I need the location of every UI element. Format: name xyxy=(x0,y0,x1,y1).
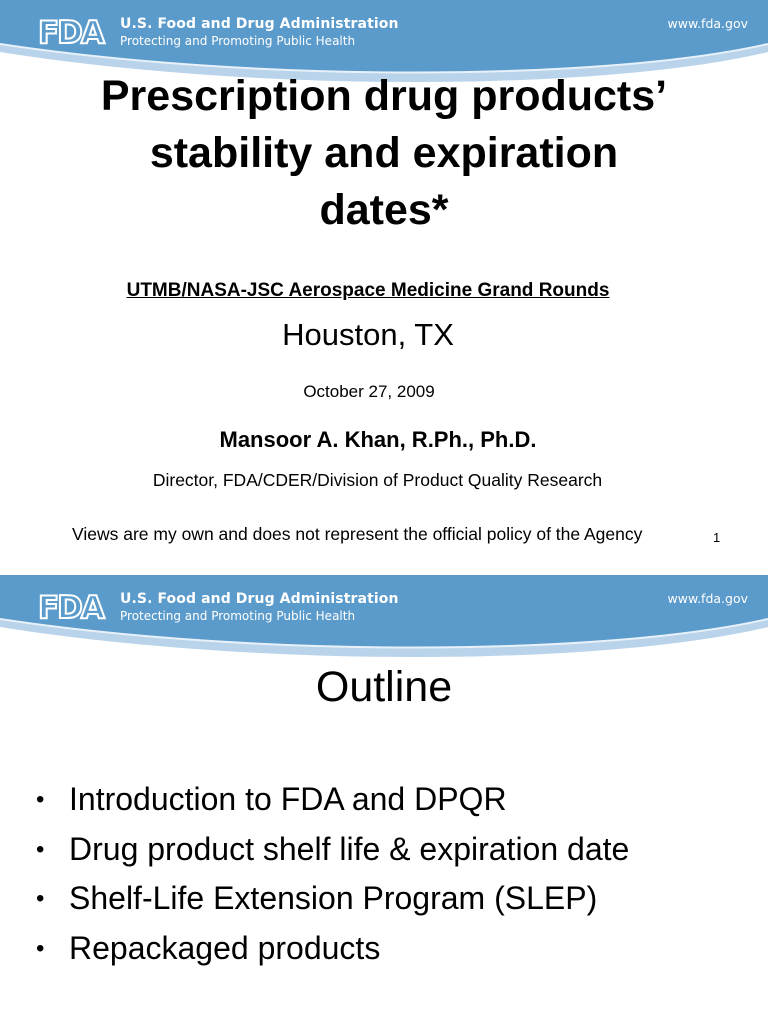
agency-name: U.S. Food and Drug Administration xyxy=(120,16,399,32)
event-location: Houston, TX xyxy=(282,317,454,352)
bullet-icon: • xyxy=(36,934,45,962)
fda-header-banner xyxy=(0,575,768,665)
bullet-icon: • xyxy=(36,885,45,912)
presenter-position: Director, FDA/CDER/Division of Product Quality Research xyxy=(152,470,603,490)
bullet-text: Repackaged products xyxy=(69,929,381,966)
bullet-item xyxy=(36,825,629,875)
presenter-name: Mansoor A. Khan, R.Ph., Ph.D. xyxy=(219,427,537,452)
event-name: UTMB/NASA-JSC Aerospace Medicine Grand Rounds xyxy=(126,280,610,301)
slide-title xyxy=(30,68,738,239)
bullet-text: Drug product shelf life & expiration date xyxy=(69,830,630,867)
title-line-3: dates* xyxy=(319,186,449,234)
title-line-1: Prescription drug products’ xyxy=(100,72,668,120)
outline-slide xyxy=(0,575,768,1024)
bullet-item xyxy=(36,874,629,924)
disclaimer-text: Views are my own and does not represent the official policy of the Agency xyxy=(72,524,643,544)
outline-title: Outline xyxy=(315,663,453,711)
bullet-text: Shelf-Life Extension Program (SLEP) xyxy=(69,880,598,916)
fda-logo-icon xyxy=(38,591,110,621)
svg-text:FDA: FDA xyxy=(38,16,103,46)
slide-separator xyxy=(0,563,768,575)
outline-bullet-list xyxy=(36,775,629,973)
page-number: 1 xyxy=(713,530,721,545)
bullet-text: Introduction to FDA and DPQR xyxy=(69,781,507,817)
bullet-item xyxy=(36,775,629,825)
banner-background xyxy=(0,575,768,665)
fda-logo-icon xyxy=(38,16,110,46)
agency-name: U.S. Food and Drug Administration xyxy=(120,591,399,607)
bullet-icon: • xyxy=(36,786,45,813)
svg-text:FDA: FDA xyxy=(38,591,103,621)
site-url: www.fda.gov xyxy=(667,16,748,31)
event-date: October 27, 2009 xyxy=(303,382,435,401)
site-url: www.fda.gov xyxy=(667,591,748,606)
bullet-item xyxy=(36,924,629,974)
agency-tagline: Protecting and Promoting Public Health xyxy=(120,609,356,623)
bullet-icon: • xyxy=(36,835,45,863)
title-line-2: stability and expiration xyxy=(149,129,619,177)
agency-tagline: Protecting and Promoting Public Health xyxy=(120,34,356,48)
